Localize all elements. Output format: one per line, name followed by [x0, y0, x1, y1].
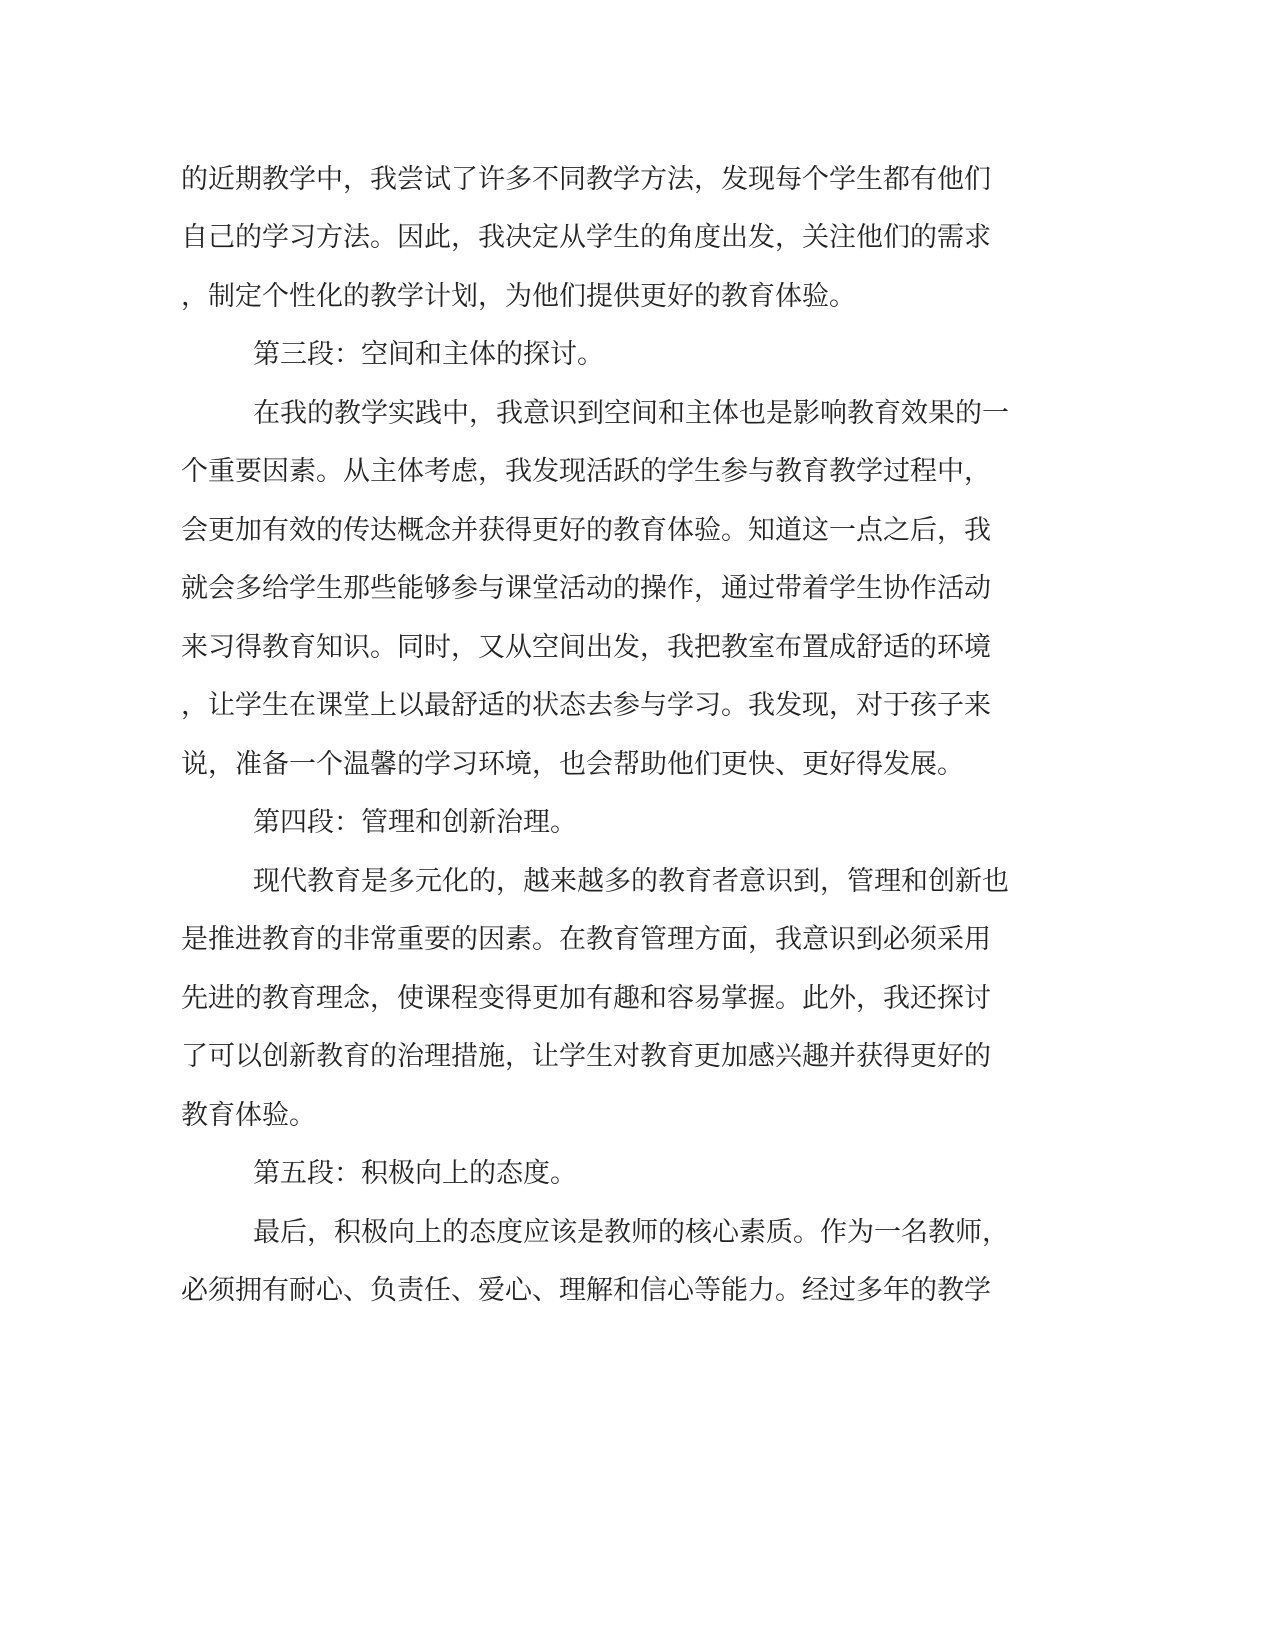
section-heading — [0, 1154, 1275, 1194]
line-text: 现代教育是多元化的，越来越多的教育者意识到，管理和创新也 — [253, 866, 1009, 897]
text-line — [0, 511, 1275, 551]
line-text: 就会多给学生那些能够参与课堂活动的操作，通过带着学生协作活动 — [181, 573, 991, 604]
line-text: 是推进教育的非常重要的因素。在教育管理方面，我意识到必须采用 — [181, 924, 991, 955]
text-line — [0, 862, 1275, 902]
line-text: 必须拥有耐心、负责任、爱心、理解和信心等能力。经过多年的教学 — [181, 1275, 991, 1306]
line-text: 教育体验。 — [181, 1100, 316, 1131]
line-text: 自己的学习方法。因此，我决定从学生的角度出发，关注他们的需求 — [181, 222, 991, 253]
line-text: 了可以创新教育的治理措施，让学生对教育更加感兴趣并获得更好的 — [181, 1041, 991, 1072]
line-text: 会更加有效的传达概念并获得更好的教育体验。知道这一点之后，我 — [181, 515, 991, 546]
text-line — [0, 218, 1275, 258]
text-line — [0, 277, 1275, 317]
section-heading-text: 第五段：积极向上的态度。 — [253, 1158, 577, 1189]
text-line — [0, 745, 1275, 785]
text-line — [0, 1096, 1275, 1136]
line-text: ，让学生在课堂上以最舒适的状态去参与学习。我发现，对于孩子来 — [181, 690, 991, 721]
line-text: 来习得教育知识。同时，又从空间出发，我把教室布置成舒适的环境 — [181, 632, 991, 663]
line-text: 先进的教育理念，使课程变得更加有趣和容易掌握。此外，我还探讨 — [181, 983, 991, 1014]
line-text: 的近期教学中，我尝试了许多不同教学方法，发现每个学生都有他们 — [181, 164, 991, 195]
text-line — [0, 628, 1275, 668]
text-line — [0, 1213, 1275, 1253]
text-line — [0, 569, 1275, 609]
text-line — [0, 979, 1275, 1019]
line-text: 说，准备一个温馨的学习环境，也会帮助他们更快、更好得发展。 — [181, 749, 964, 780]
section-heading — [0, 803, 1275, 843]
text-line — [0, 1037, 1275, 1077]
text-line — [0, 160, 1275, 200]
section-heading-text: 第三段：空间和主体的探讨。 — [253, 339, 604, 370]
line-text: 个重要因素。从主体考虑，我发现活跃的学生参与教育教学过程中， — [181, 456, 991, 487]
section-heading — [0, 335, 1275, 375]
line-text: ，制定个性化的教学计划，为他们提供更好的教育体验。 — [181, 281, 856, 312]
text-line — [0, 394, 1275, 434]
text-line — [0, 920, 1275, 960]
line-text: 最后，积极向上的态度应该是教师的核心素质。作为一名教师， — [253, 1217, 1009, 1248]
text-line — [0, 1271, 1275, 1311]
line-text: 在我的教学实践中，我意识到空间和主体也是影响教育效果的一 — [253, 398, 1009, 429]
text-line — [0, 452, 1275, 492]
text-line — [0, 686, 1275, 726]
section-heading-text: 第四段：管理和创新治理。 — [253, 807, 577, 838]
